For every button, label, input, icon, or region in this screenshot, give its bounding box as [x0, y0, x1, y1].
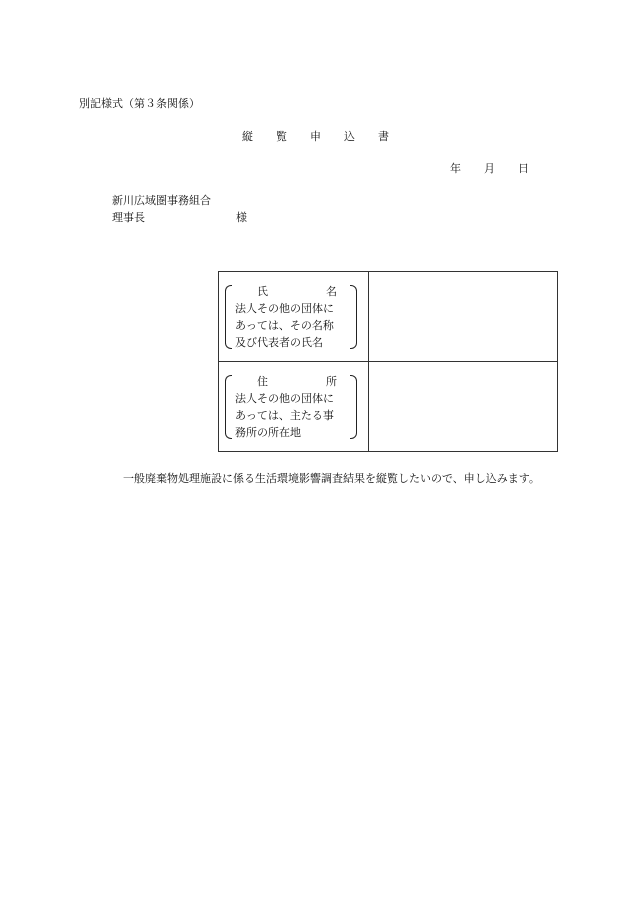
applicant-table	[218, 271, 558, 452]
title-char: 縦	[242, 130, 253, 143]
name-label-bracket	[225, 283, 357, 351]
title-char: 込	[344, 130, 355, 143]
name-note-line: 法人その他の団体に	[235, 301, 334, 315]
title-char: 書	[378, 130, 389, 143]
date-line	[450, 160, 552, 176]
address-value-field[interactable]	[369, 362, 558, 452]
address-note-line: あっては、主たる事	[235, 408, 334, 422]
date-month-label: 月	[484, 162, 495, 175]
name-value-field[interactable]	[369, 272, 558, 362]
name-note-line: あっては、その名称	[235, 318, 334, 332]
title-char: 申	[310, 130, 321, 143]
bracket-left	[225, 285, 232, 349]
application-statement: 一般廃棄物処理施設に係る生活環境影響調査結果を縦覧したいので、申し込みます。	[123, 472, 540, 485]
addressee-honorific: 様	[236, 211, 247, 224]
address-note-line: 務所の所在地	[235, 425, 301, 439]
address-head-left: 住	[257, 374, 268, 388]
date-day-label: 日	[518, 162, 529, 175]
name-note-line: 及び代表者の氏名	[235, 335, 323, 349]
address-head-right: 所	[326, 374, 337, 388]
address-row	[219, 362, 558, 452]
address-label-bracket	[225, 373, 357, 441]
address-note-line: 法人その他の団体に	[235, 391, 334, 405]
name-label-cell	[219, 272, 369, 362]
date-year-label: 年	[450, 162, 461, 175]
name-head-left: 氏	[257, 284, 268, 298]
bracket-right	[350, 285, 357, 349]
title-char: 覧	[276, 130, 287, 143]
name-heading	[235, 283, 347, 300]
address-label-cell	[219, 362, 369, 452]
name-row	[219, 272, 558, 362]
form-reference: 別記様式（第３条関係）	[79, 97, 200, 110]
address-heading	[235, 373, 347, 390]
name-head-right: 名	[326, 284, 337, 298]
document-title	[242, 128, 412, 144]
addressee-organization: 新川広域圏事務組合	[112, 194, 211, 207]
bracket-left	[225, 375, 232, 439]
addressee-title: 理事長	[112, 211, 145, 224]
bracket-right	[350, 375, 357, 439]
